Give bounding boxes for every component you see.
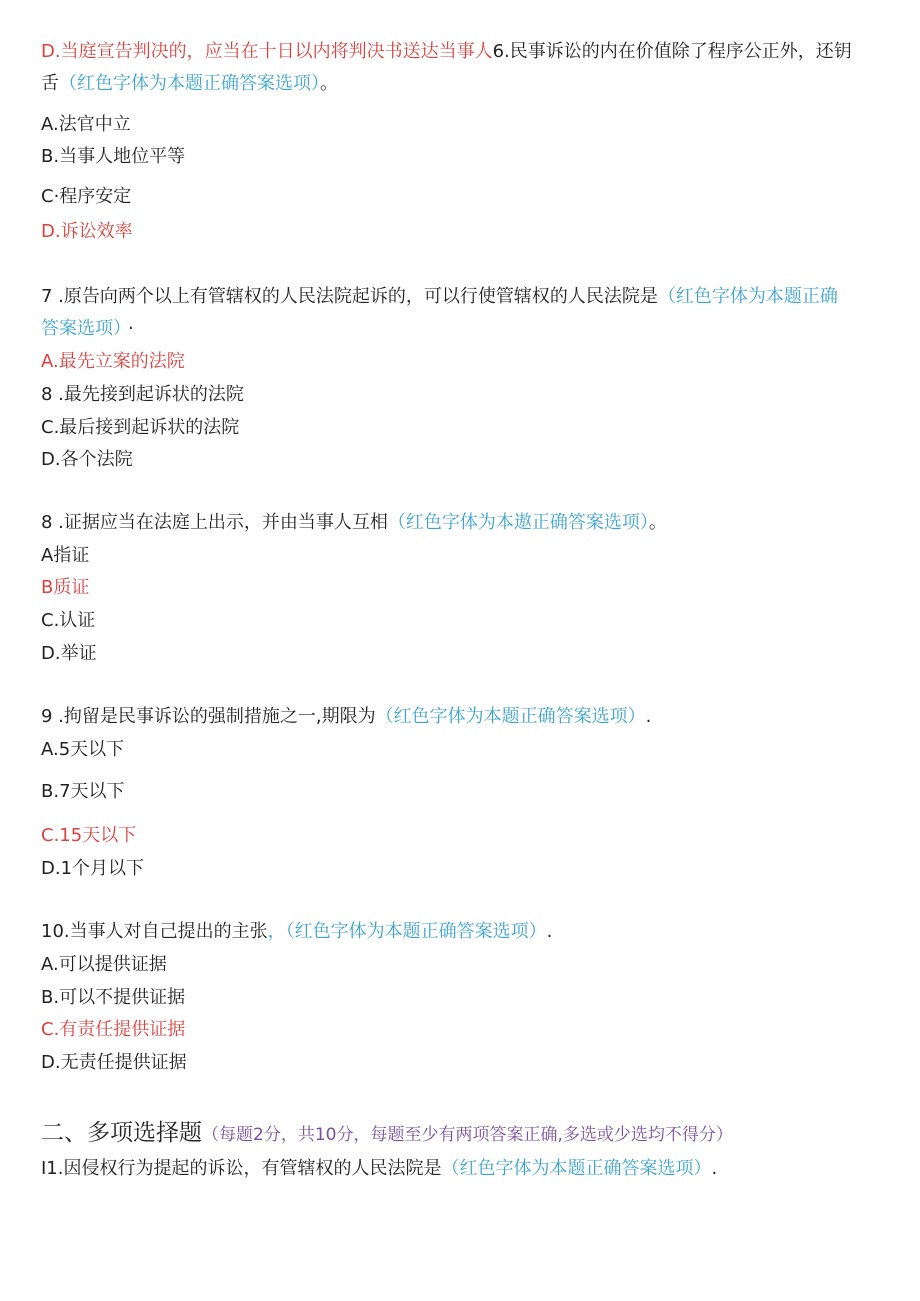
q6-option-c: C·程序安定 xyxy=(41,186,132,207)
q8-option-d: D.举证 xyxy=(41,643,97,664)
q10-option-d: D.无责任提供证据 xyxy=(41,1052,187,1073)
q10-answer-hint: ，（红色字体为本题正确答案选项） xyxy=(267,921,547,942)
q10-stem-text: 10.当事人对自己提出的主张 xyxy=(41,921,268,942)
q7-answer-hint: （红色字体为本题正确 xyxy=(657,286,838,307)
q6-option-a: A.法官中立 xyxy=(41,114,131,135)
q8-answer-hint: （红色字体为本遨正确答案选项） xyxy=(387,512,649,533)
section-2-heading xyxy=(41,1118,733,1150)
question-6-stem-line-2 xyxy=(41,72,338,96)
question-7-stem-line-2 xyxy=(41,317,134,341)
q6-option-b: B.当事人地位平等 xyxy=(41,146,186,167)
q10-option-c-correct: C.有责任提供证据 xyxy=(41,1019,186,1040)
q6-stem-text: 6.民事诉讼的内在价值除了程序公正外，还钥 xyxy=(492,41,852,62)
q9-stem-end: . xyxy=(645,706,652,727)
q6-stem-end: 。 xyxy=(320,73,338,94)
q6-stem-cont: 舌 xyxy=(41,73,59,94)
q11-stem-text: I1.因侵权行为提起的诉讼，有管辖权的人民法院是 xyxy=(41,1158,442,1179)
q9-option-d: D.1个月以下 xyxy=(41,858,145,879)
q10-stem-end: . xyxy=(546,921,553,942)
question-11-stem xyxy=(41,1157,717,1181)
section-2-note: （每题2分，共10分，每题至少有两项答案正确,多选或少选均不得分） xyxy=(202,1125,733,1145)
question-6-stem-line-1 xyxy=(41,40,852,64)
q8-stem-text: 8 .证据应当在法庭上出示，并由当事人互相 xyxy=(41,512,388,533)
q6-answer-hint: （红色字体为本题正确答案选项） xyxy=(59,73,320,94)
q7-option-d: D.各个法院 xyxy=(41,449,133,470)
q7-stem-end: · xyxy=(128,318,134,339)
question-7-stem-line-1 xyxy=(41,285,838,309)
q11-stem-end: . xyxy=(711,1158,718,1179)
q7-option-b: 8 .最先接到起诉状的法院 xyxy=(41,384,244,405)
q5-answer-d: D.当庭宣告判决的，应当在十日以内将判决书送达当事人 xyxy=(41,41,493,62)
question-10-stem xyxy=(41,920,552,944)
q8-option-b-correct: B质证 xyxy=(41,577,90,598)
question-8-stem xyxy=(41,511,667,535)
section-2-title: 二、多项选择题 xyxy=(41,1120,202,1146)
q9-option-b: B.7天以下 xyxy=(41,781,125,802)
q6-option-d-correct: D.诉讼效率 xyxy=(41,221,133,242)
q7-option-c: C.最后接到起诉状的法院 xyxy=(41,417,240,438)
q10-option-b: B.可以不提供证据 xyxy=(41,987,186,1008)
q9-option-c-correct: C.15天以下 xyxy=(41,825,137,846)
q7-option-a-correct: A.最先立案的法院 xyxy=(41,351,185,372)
q9-answer-hint: （红色字体为本题正确答案选项） xyxy=(375,706,646,727)
q7-answer-hint-cont: 答案选项） xyxy=(41,318,122,339)
q11-answer-hint: （红色字体为本题正确答案选项） xyxy=(441,1158,712,1179)
q8-option-c: C.认证 xyxy=(41,610,96,631)
q8-stem-end: 。 xyxy=(648,512,667,533)
q10-option-a: A.可以提供证据 xyxy=(41,954,167,975)
q9-stem-text: 9 .拘留是民事诉讼的强制措施之一,期限为 xyxy=(41,706,376,727)
q9-option-a: A.5天以下 xyxy=(41,739,125,760)
q7-stem-text: 7 .原告向两个以上有管辖权的人民法院起诉的，可以行使管辖权的人民法院是 xyxy=(41,286,658,307)
q8-option-a: A指证 xyxy=(41,545,90,566)
question-9-stem xyxy=(41,705,651,729)
